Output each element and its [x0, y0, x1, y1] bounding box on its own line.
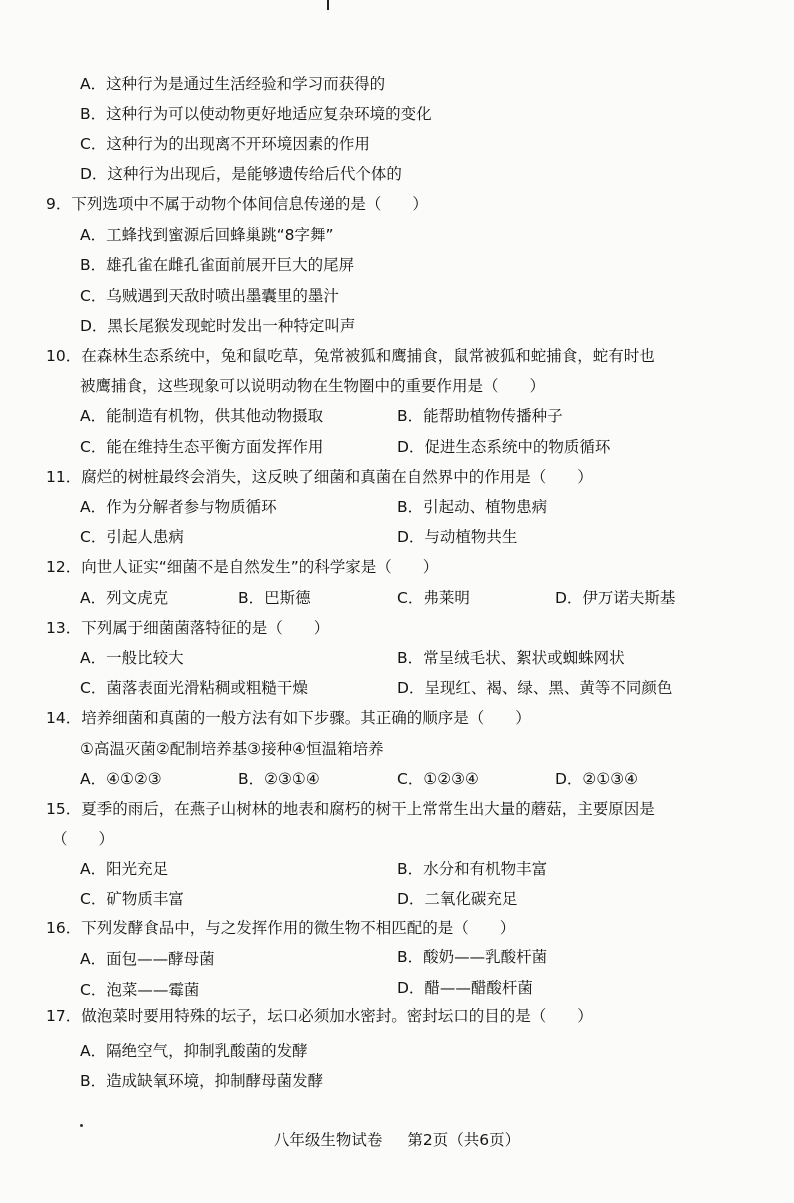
q16-option-a: A．面包——酵母菌: [80, 950, 215, 968]
q16-option-c: C．泡菜——霉菌: [80, 981, 200, 999]
q12-option-d: D．伊万诺夫斯基: [555, 589, 676, 607]
q10-stem: 10．在森林生态系统中，兔和鼠吃草，兔常被狐和鹰捕食，鼠常被狐和蛇捕食，蛇有时也: [46, 347, 655, 365]
q9-option-c: C．乌贼遇到天敌时喷出墨囊里的墨汁: [80, 287, 339, 305]
q11-option-c: C．引起人患病: [80, 528, 184, 546]
q11-option-b: B．引起动、植物患病: [397, 498, 548, 516]
q11-option-d: D．与动植物共生: [397, 528, 518, 546]
q15-option-a: A．阳光充足: [80, 860, 169, 878]
exam-title: 八年级生物试卷: [273, 1131, 383, 1149]
q9-option-d: D．黑长尾猴发现蛇时发出一种特定叫声: [80, 317, 356, 335]
q10-option-a: A．能制造有机物，供其他动物摄取: [80, 407, 324, 425]
q11-stem: 11．腐烂的树桩最终会消失，这反映了细菌和真菌在自然界中的作用是（ ）: [46, 468, 593, 486]
q16-option-d: D．醋——醋酸杆菌: [397, 979, 533, 997]
q15-stem-cont: （ ）: [52, 830, 115, 848]
q17-option-b: B．造成缺氧环境，抑制酵母菌发酵: [80, 1072, 324, 1090]
q14-option-b: B．②③①④: [238, 770, 320, 788]
q14-option-d: D．②①③④: [555, 770, 639, 788]
q8-option-b: B．这种行为可以使动物更好地适应复杂环境的变化: [80, 105, 432, 123]
q13-option-a: A．一般比较大: [80, 649, 184, 667]
q14-stem: 14．培养细菌和真菌的一般方法有如下步骤。其正确的顺序是（ ）: [46, 709, 531, 727]
q16-option-b: B．酸奶——乳酸杆菌: [397, 948, 548, 966]
page-footer: [0, 1128, 794, 1150]
q12-option-c: C．弗莱明: [397, 589, 470, 607]
q9-stem: 9．下列选项中不属于动物个体间信息传递的是（ ）: [46, 195, 428, 213]
q13-option-d: D．呈现红、褐、绿、黑、黄等不同颜色: [397, 679, 673, 697]
q13-option-c: C．菌落表面光滑粘稠或粗糙干燥: [80, 679, 308, 697]
q14-option-c: C．①②③④: [397, 770, 479, 788]
q8-option-d: D．这种行为出现后，是能够遗传给后代个体的: [80, 165, 402, 183]
q10-option-b: B．能帮助植物传播种子: [397, 407, 563, 425]
q17-stem: 17．做泡菜时要用特殊的坛子，坛口必须加水密封。密封坛口的目的是（ ）: [46, 1007, 593, 1025]
q17-option-a: A．隔绝空气，抑制乳酸菌的发酵: [80, 1042, 308, 1060]
scan-speck: [80, 1124, 83, 1127]
scan-mark: [327, 0, 329, 10]
q14-option-a: A．④①②③: [80, 770, 162, 788]
q15-option-d: D．二氧化碳充足: [397, 890, 518, 908]
q8-option-a: A．这种行为是通过生活经验和学习而获得的: [80, 75, 386, 93]
q15-stem: 15．夏季的雨后，在燕子山树林的地表和腐朽的树干上常常生出大量的蘑菇，主要原因是: [46, 800, 655, 818]
q16-stem: 16．下列发酵食品中，与之发挥作用的微生物不相匹配的是（ ）: [46, 919, 516, 937]
q12-stem: 12．向世人证实“细菌不是自然发生”的科学家是（ ）: [46, 558, 439, 576]
q11-option-a: A．作为分解者参与物质循环: [80, 498, 277, 516]
q13-stem: 13．下列属于细菌菌落特征的是（ ）: [46, 619, 330, 637]
page-number: 第2页（共6页）: [407, 1131, 521, 1149]
q10-option-c: C．能在维持生态平衡方面发挥作用: [80, 438, 324, 456]
q12-option-b: B．巴斯德: [238, 589, 311, 607]
q12-option-a: A．列文虎克: [80, 589, 169, 607]
q10-option-d: D．促进生态系统中的物质循环: [397, 438, 611, 456]
q13-option-b: B．常呈绒毛状、絮状或蜘蛛网状: [397, 649, 625, 667]
q14-steps: ①高温灭菌②配制培养基③接种④恒温箱培养: [80, 740, 384, 758]
q9-option-b: B．雄孔雀在雌孔雀面前展开巨大的尾屏: [80, 256, 355, 274]
q9-option-a: A．工蜂找到蜜源后回蜂巢跳“8字舞”: [80, 226, 334, 244]
q15-option-c: C．矿物质丰富: [80, 890, 184, 908]
q10-stem-cont: 被鹰捕食，这些现象可以说明动物在生物圈中的重要作用是（ ）: [80, 377, 546, 395]
q15-option-b: B．水分和有机物丰富: [397, 860, 548, 878]
q8-option-c: C．这种行为的出现离不开环境因素的作用: [80, 135, 370, 153]
